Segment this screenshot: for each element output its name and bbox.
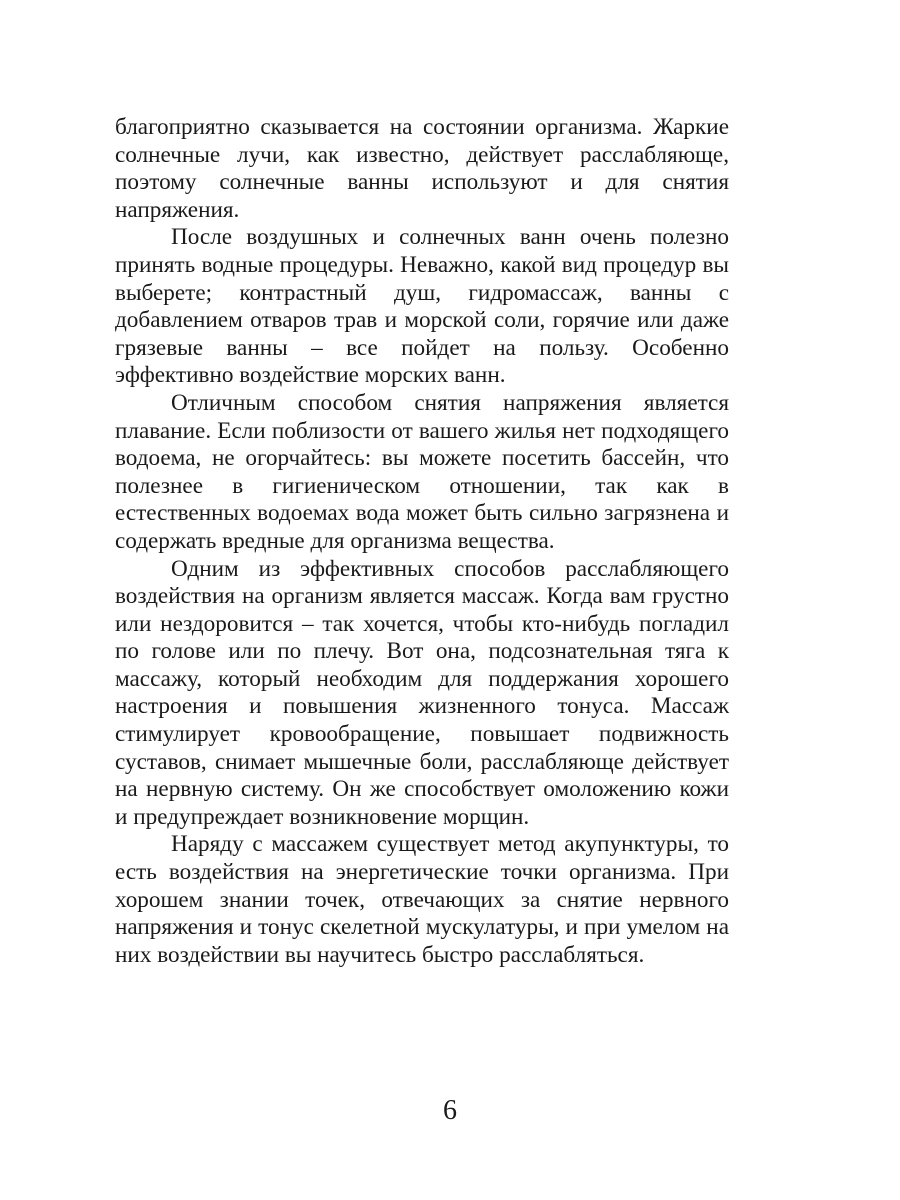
page-body (115, 114, 729, 969)
paragraph-5: Наряду с массажем существует метод акупунктуры, то есть воздействия на энергетические точки организма. При хорошем знании точек, отвечающих за снятие нервного напряжения и тонус скелетной мускулатуры, и при умелом на них воздействии вы научитесь быстро расслабляться. (115, 831, 729, 968)
page-number: 6 (443, 1095, 457, 1126)
paragraph-1: благоприятно сказывается на состоянии организма. Жаркие солнечные лучи, как известно, действует расслабляюще, поэтому солнечные ванны используют и для снятия напряжения. (115, 114, 729, 223)
paragraph-3: Отличным способом снятия напряжения является плавание. Если поблизости от вашего жилья нет подходящего водоема, не огорчайтесь: вы можете посетить бассейн, что полезнее в гигиеническом отношении, так как в естественных водоемах вода может быть сильно загрязнена и содержать вредные для организма вещества. (115, 389, 729, 554)
paragraph-2: После воздушных и солнечных ванн очень полезно принять водные процедуры. Неважно, какой вид процедур вы выберете; контрастный душ, гидромассаж, ванны с добавлением отваров трав и морской соли, горячие или даже грязевые ванны – все пойдет на пользу. Особенно эффективно воздействие морских ванн. (115, 224, 729, 389)
paragraph-4: Одним из эффективных способов расслабляющего воздействия на организм является массаж. Когда вам грустно или нездоровится – так хочется, чтобы кто-нибудь погладил по голове или по плечу. Вот она, подсознательная тяга к массажу, который необходим для поддержания хорошего настроения и повышения жизненного тонуса. Массаж стимулирует кровообращение, повышает подвижность суставов, снимает мышечные боли, расслабляюще действует на нервную систему. Он же способствует омоложению кожи и предупреждает возникновение морщин. (115, 555, 729, 830)
